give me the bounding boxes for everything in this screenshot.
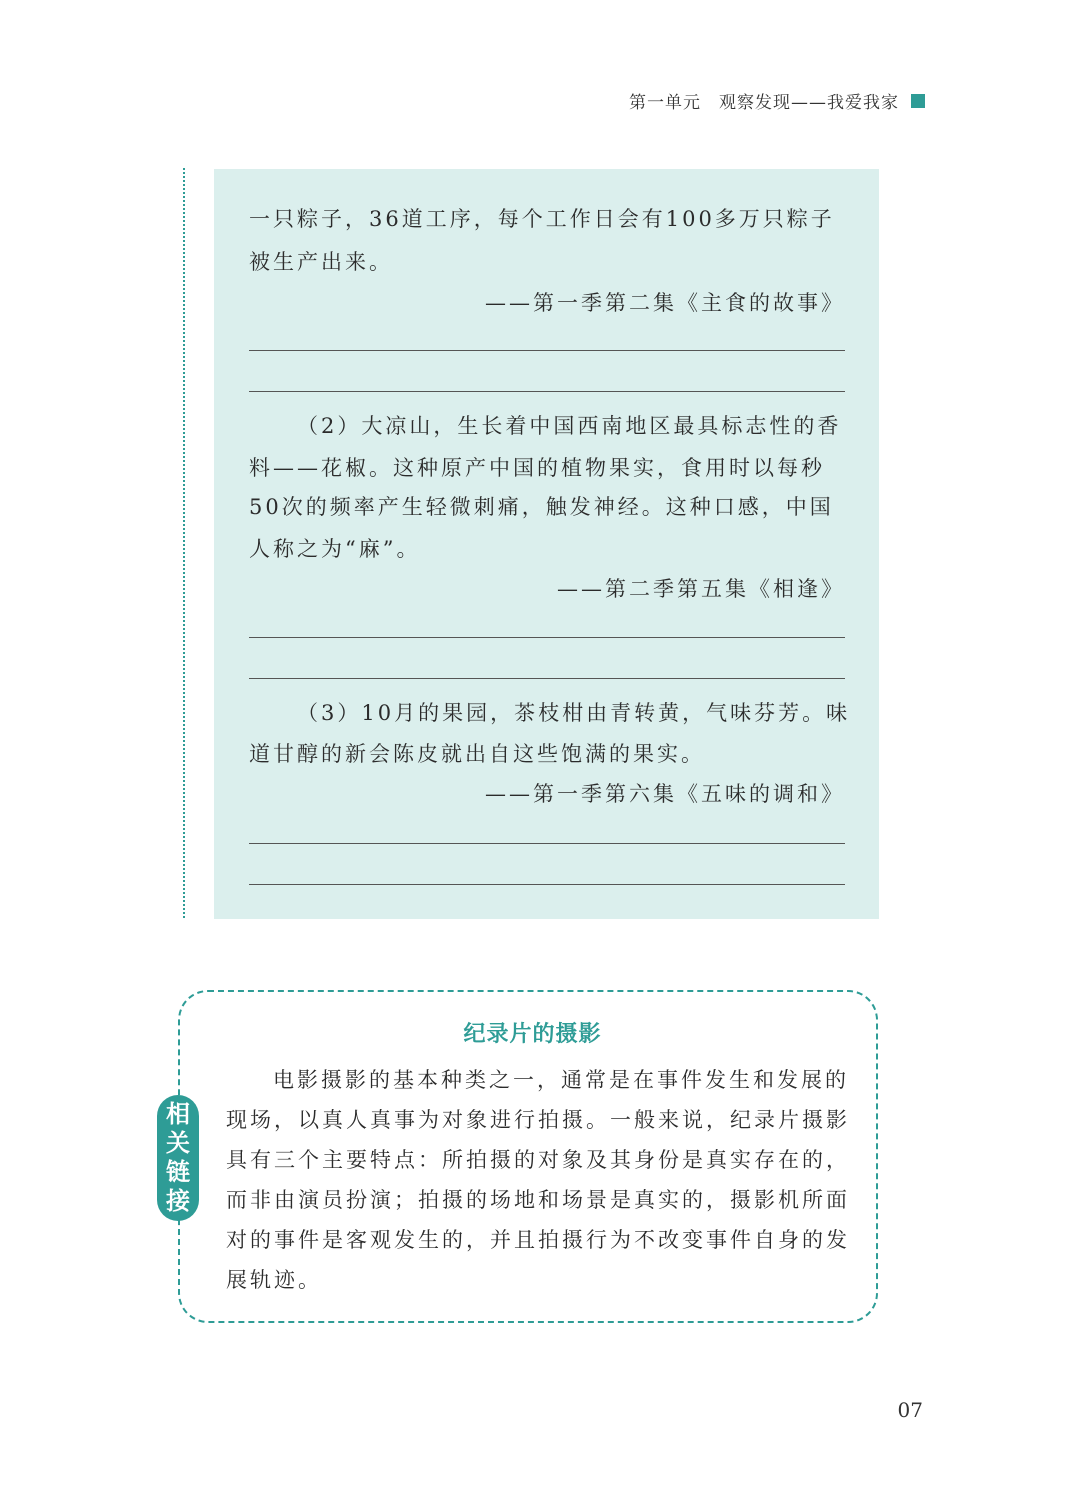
page-number: 07: [897, 1398, 923, 1422]
header-square-marker: [911, 94, 925, 108]
answer-line[interactable]: [249, 843, 845, 844]
exercise-item1-source: ——第一季第二集《主食的故事》: [485, 291, 845, 315]
header-title: 第一单元 观察发现——我爱我家: [629, 93, 899, 113]
exercise-item3-source: ——第一季第六集《五味的调和》: [485, 782, 845, 806]
related-link-badge: [157, 1095, 199, 1221]
running-header: [629, 88, 925, 113]
badge-char: 相: [166, 1100, 190, 1128]
related-link-line1: 电影摄影的基本种类之一，通常是在事件发生和发展的: [273, 1068, 849, 1092]
related-link-title: 纪录片的摄影: [463, 1022, 602, 1047]
exercise-item2-line1: （2）大凉山，生长着中国西南地区最具标志性的香: [297, 414, 842, 438]
badge-char: 链: [166, 1158, 190, 1186]
exercise-item2-line3: 50次的频率产生轻微刺痛，触发神经。这种口感，中国: [249, 495, 834, 519]
badge-char: 关: [166, 1129, 190, 1157]
answer-line[interactable]: [249, 350, 845, 351]
exercise-item3-line2: 道甘醇的新会陈皮就出自这些饱满的果实。: [249, 742, 705, 766]
exercise-item1-line1: 一只粽子，36道工序，每个工作日会有100多万只粽子: [249, 207, 835, 231]
answer-line[interactable]: [249, 884, 845, 885]
answer-line[interactable]: [249, 391, 845, 392]
dotted-margin-rule: [183, 168, 185, 918]
answer-line[interactable]: [249, 678, 845, 679]
answer-line[interactable]: [249, 637, 845, 638]
related-link-line2: 现场，以真人真事为对象进行拍摄。一般来说，纪录片摄影: [226, 1108, 850, 1132]
exercise-item1-line2: 被生产出来。: [249, 250, 393, 274]
badge-char: 接: [166, 1187, 190, 1215]
related-link-line6: 展轨迹。: [226, 1268, 322, 1292]
exercise-item3-line1: （3）10月的果园，茶枝柑由青转黄，气味芬芳。味: [297, 701, 851, 725]
related-link-line3: 具有三个主要特点：所拍摄的对象及其身份是真实存在的，: [226, 1148, 850, 1172]
related-link-line5: 对的事件是客观发生的，并且拍摄行为不改变事件自身的发: [226, 1228, 850, 1252]
exercise-item2-line4: 人称之为“麻”。: [249, 537, 421, 561]
exercise-item2-source: ——第二季第五集《相逢》: [557, 577, 845, 601]
related-link-line4: 而非由演员扮演；拍摄的场地和场景是真实的，摄影机所面: [226, 1188, 850, 1212]
exercise-item2-line2: 料——花椒。这种原产中国的植物果实，食用时以每秒: [249, 456, 825, 480]
